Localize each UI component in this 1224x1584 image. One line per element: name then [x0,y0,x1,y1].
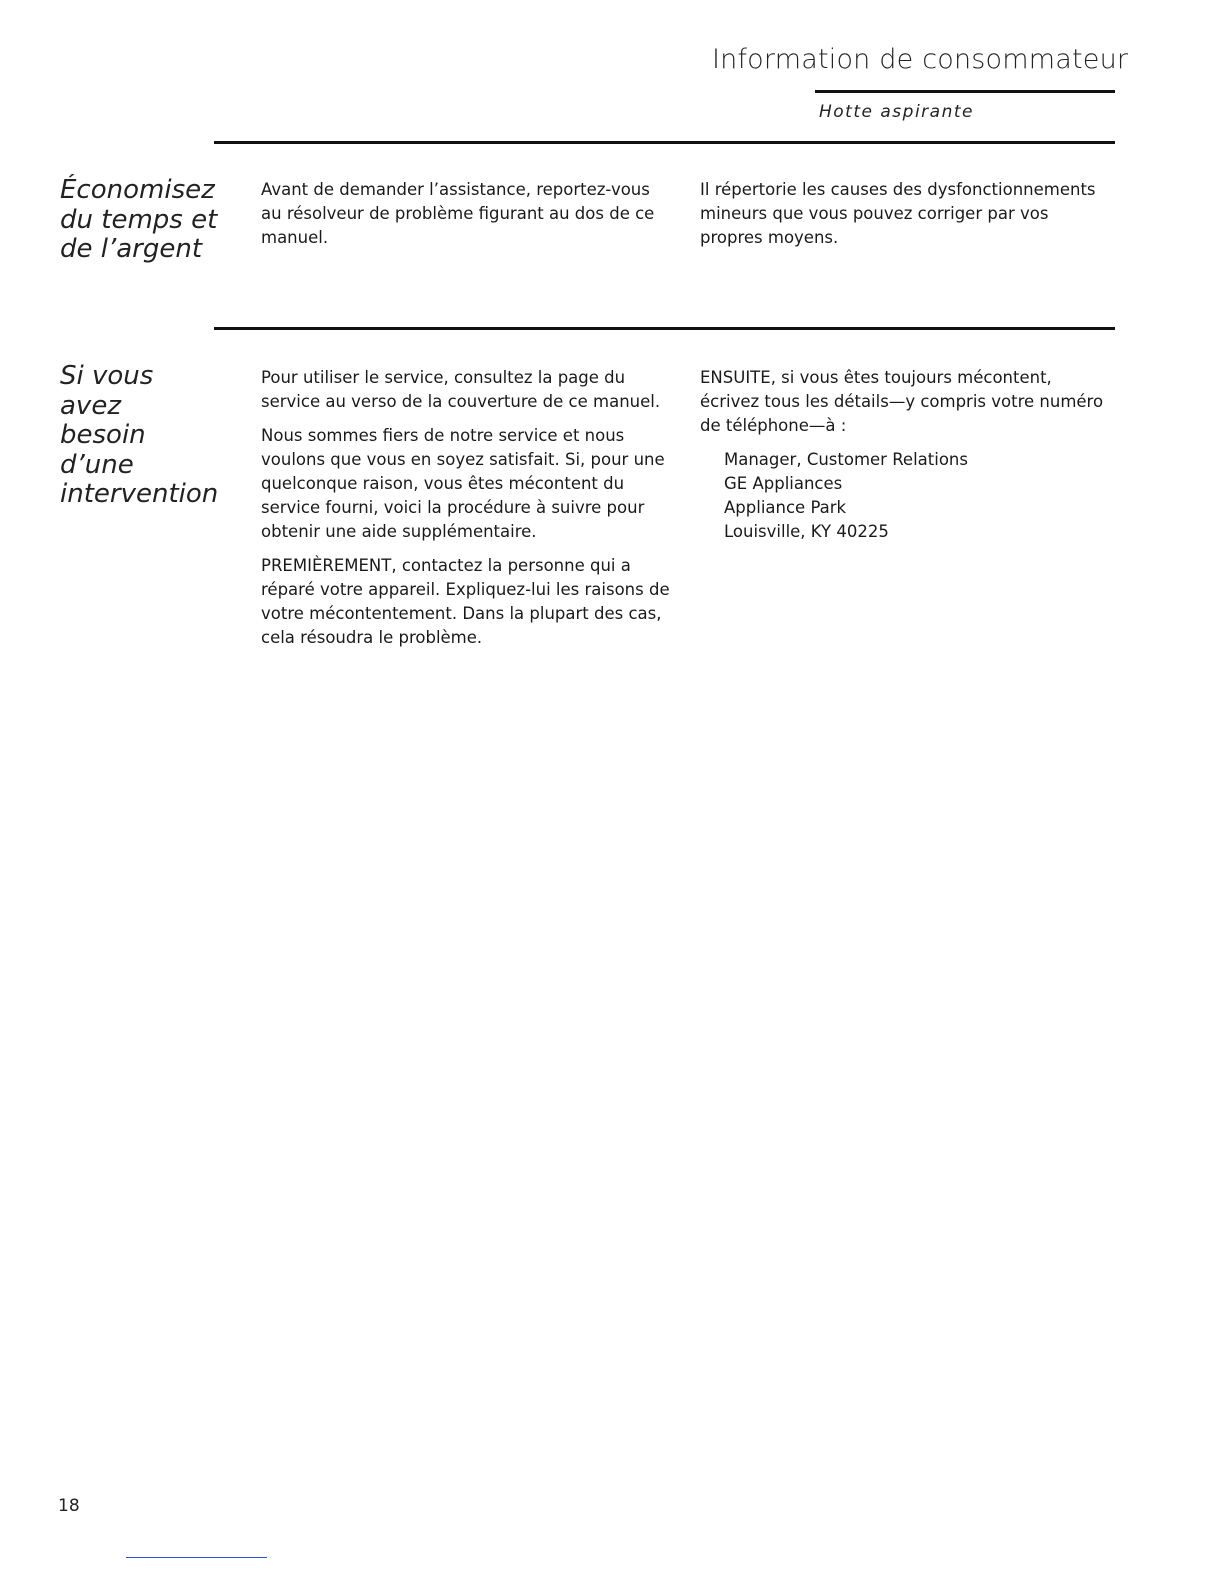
section-title-line: Économisez [60,175,215,205]
section-title-1 [60,176,220,265]
section-title-line: besoin [60,420,146,450]
paragraph: PREMIÈREMENT, contactez la personne qui a réparé votre appareil. Expliquez-lui les raisons de votre mécontentement. Dans la plupart des cas, cela résoudra le problème. [261,556,670,647]
header-title: Information de consommateur [712,44,1129,75]
paragraph: Il répertorie les causes des dysfonctionnements mineurs que vous pouvez corriger par vos propres moyens. [700,180,1096,247]
section-title-2 [60,362,220,510]
paragraph: ENSUITE, si vous êtes toujours mécontent, écrivez tous les détails—y compris votre numéro de téléphone—à : [700,368,1104,435]
paragraph: Avant de demander l’assistance, reportez-vous au résolveur de problème figurant au dos de ce manuel. [261,180,655,247]
footer-divider [126,1557,267,1558]
section-title-line: intervention [60,479,219,509]
address-line: Manager, Customer Relations [724,450,968,469]
section-2-left-column [261,366,676,660]
address-line: Appliance Park [724,498,847,517]
header-rule [815,90,1115,93]
section-1-right-column [700,178,1115,260]
section-title-line: de l’argent [60,234,203,264]
section-rule-2 [214,327,1115,330]
section-title-line: Si vous avez [60,361,154,421]
paragraph: Nous sommes fiers de notre service et nous voulons que vous en soyez satisfait. Si, pour une quelconque raison, vous êtes mécontent du service fourni, voici la procédure à suivre pour obtenir une aide supplémentaire. [261,426,665,541]
section-rule-1 [214,141,1115,144]
section-title-line: du temps et [60,204,218,235]
paragraph: Pour utiliser le service, consultez la page du service au verso de la couverture de ce manuel. [261,368,661,411]
mailing-address [700,448,1115,544]
address-line: Louisville, KY 40225 [724,522,889,541]
address-line: GE Appliances [724,474,843,493]
header-subtitle: Hotte aspirante [819,102,974,122]
section-title-line: d’une [60,449,134,480]
page-number: 18 [58,1496,80,1516]
section-1-left-column [261,178,671,260]
section-2-right-column [700,366,1115,544]
